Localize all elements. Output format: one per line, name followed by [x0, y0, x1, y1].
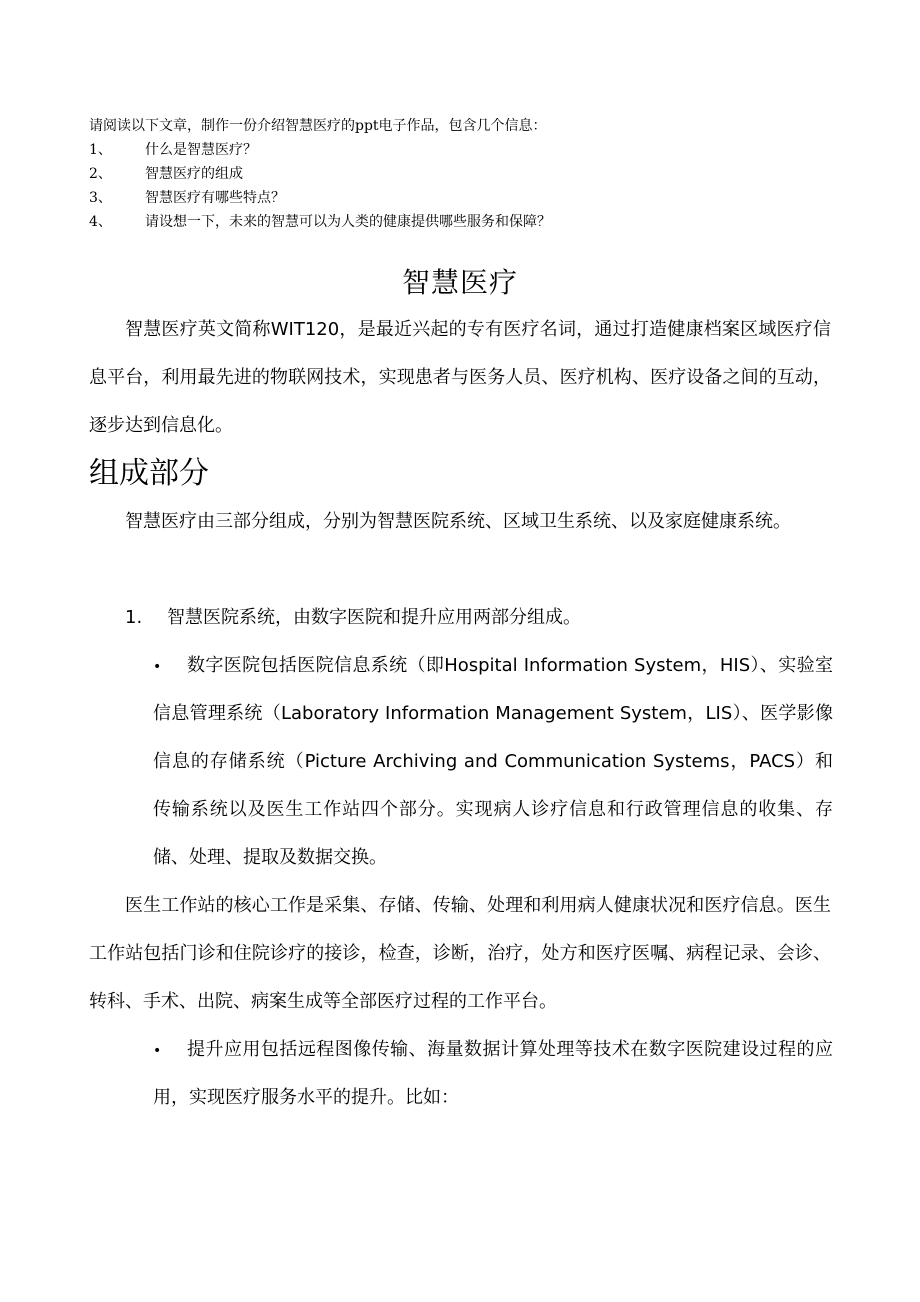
intro-paragraph: 智慧医疗英文简称WIT120，是最近兴起的专有医疗名词，通过打造健康档案区域医疗信息平台，利用最先进的物联网技术，实现患者与医务人员、医疗机构、医疗设备之间的互动，逐步达到信息化。: [89, 319, 831, 436]
question-item: [89, 162, 849, 186]
question-text: 什么是智慧医疗？: [145, 142, 257, 158]
article-title: 智慧医疗: [401, 266, 518, 299]
bullet-icon: •: [153, 659, 162, 675]
question-text: 请设想一下，未来的智慧可以为人类的健康提供哪些服务和保障？: [145, 214, 551, 230]
list-item-text: 智慧医院系统，由数字医院和提升应用两部分组成。: [167, 607, 581, 628]
bullet-paragraph-upgrade-apps: 提升应用包括远程图像传输、海量数据计算处理等技术在数字医院建设过程的应用，实现医疗服务水平的提升。比如：: [153, 1039, 833, 1108]
question-item: [89, 186, 849, 210]
numbered-list-item: [125, 594, 825, 642]
composition-paragraph: 智慧医疗由三部分组成，分别为智慧医院系统、区域卫生系统、以及家庭健康系统。: [125, 511, 791, 532]
section-heading: 组成部分: [89, 456, 209, 491]
question-number: 4、: [89, 214, 112, 230]
workstation-paragraph: 医生工作站的核心工作是采集、存储、传输、处理和利用病人健康状况和医疗信息。医生工作站包括门诊和住院诊疗的接诊，检查，诊断，治疗，处方和医疗医嘱、病程记录、会诊、转科、手术、出院、病案生成等全部医疗过程的工作平台。: [89, 895, 831, 1012]
question-number: 2、: [89, 166, 112, 182]
bullet-icon: •: [153, 1043, 162, 1059]
instructions-block: [89, 114, 849, 234]
question-item: [89, 138, 849, 162]
list-number: 1.: [125, 607, 143, 628]
question-text: 智慧医疗的组成: [145, 166, 243, 182]
question-text: 智慧医疗有哪些特点？: [145, 190, 285, 206]
question-item: [89, 210, 849, 234]
question-number: 1、: [89, 142, 112, 158]
question-number: 3、: [89, 190, 112, 206]
bullet-paragraph-digital-hospital: 数字医院包括医院信息系统（即Hospital Information System，HIS）、实验室信息管理系统（Laboratory Information Management System，LIS）、医学影像信息的存储系统（Picture Archiving and Communication Systems，PACS）和传输系统以及医生工作站四个部分。实现病人诊疗信息和行政管理信息的收集、存储、处理、提取及数据交换。: [153, 655, 833, 868]
instructions-intro: 请阅读以下文章，制作一份介绍智慧医疗的ppt电子作品，包含几个信息：: [89, 118, 547, 134]
